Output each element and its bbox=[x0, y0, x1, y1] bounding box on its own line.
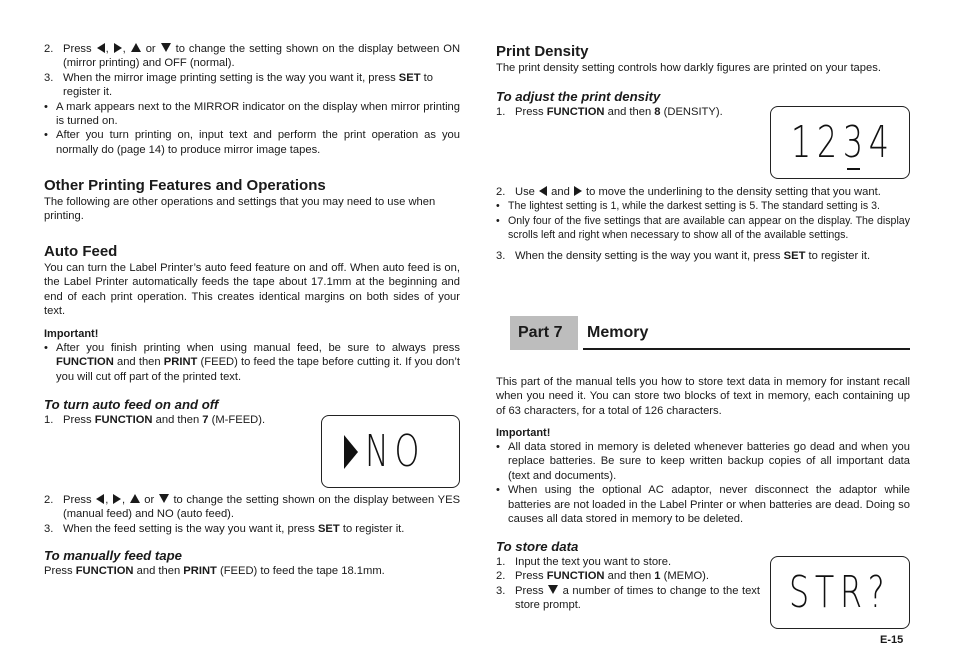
lcd-text: NO bbox=[365, 426, 426, 477]
other-features-section bbox=[44, 177, 460, 224]
bullet-icon: • bbox=[496, 441, 500, 453]
lcd-display-no bbox=[321, 415, 460, 488]
paragraph: This part of the manual tells you how to store text data in memory for instant recall when you need it. You can store two blocks of text in memory, each containing up of 63 characters, for a total of 126 characters. bbox=[496, 376, 910, 417]
list-item: 3. When the mirror image printing setting is the way you want it, press SET to register it. bbox=[44, 71, 433, 99]
up-arrow-icon bbox=[130, 494, 140, 503]
lcd-display-density bbox=[770, 106, 910, 179]
important-label: Important! bbox=[44, 328, 99, 340]
page-number: E-15 bbox=[880, 634, 904, 646]
bullet-icon: • bbox=[496, 214, 500, 227]
memory-heading: Memory bbox=[587, 324, 649, 341]
bullet-item: • Only four of the five settings that are available can appear on the display. The display scrolls left and right when necessary to show all of the available settings. bbox=[496, 214, 910, 242]
print-density-section bbox=[496, 43, 910, 75]
list-item: 3. When the feed setting is the way you want it, press SET to register it. bbox=[44, 522, 405, 535]
left-arrow-icon bbox=[539, 186, 547, 196]
adjust-steps bbox=[496, 185, 910, 263]
bullet-icon: • bbox=[496, 484, 500, 497]
list-item: 1. Press FUNCTION and then 7 (M-FEED). bbox=[44, 414, 266, 426]
list-item: 2. Use and to move the underlining to the density setting that you want. bbox=[496, 186, 881, 198]
right-arrow-icon bbox=[113, 494, 121, 504]
down-arrow-icon bbox=[548, 585, 558, 594]
cursor-triangle-icon bbox=[342, 435, 362, 469]
memory-intro bbox=[496, 375, 910, 418]
heading-rule bbox=[583, 348, 910, 350]
subsection-heading: To adjust the print density bbox=[496, 89, 661, 104]
part-heading bbox=[510, 316, 910, 350]
list-item: 1. Input the text you want to store. bbox=[496, 556, 672, 568]
list-item: 2. Press , , or to change the setting shown on the display between YES (manual feed) and NO (auto feed). bbox=[44, 494, 461, 521]
paragraph: The following are other operations and settings that you may need to use when printing. bbox=[44, 196, 436, 223]
lcd-text: STR? bbox=[789, 567, 891, 618]
bullet-icon: • bbox=[44, 100, 48, 113]
lcd-display-store bbox=[770, 556, 910, 629]
paragraph: You can turn the Label Printer’s auto feed feature on and off. When auto feed is on, the Label Printer automatically feeds the tape about 17.1mm at the beginning and end of each print operation. This creates identical margins on both sides of your text. bbox=[44, 262, 460, 318]
right-arrow-icon bbox=[574, 186, 582, 196]
feed-steps bbox=[44, 493, 460, 536]
section-heading: Auto Feed bbox=[44, 243, 118, 260]
bullet-item: • All data stored in memory is deleted whenever batteries go dead and when you replace batteries. Be sure to keep written backup copies of all important data (text and documents). bbox=[496, 441, 910, 482]
subsection-heading: To store data bbox=[496, 539, 579, 554]
up-arrow-icon bbox=[131, 43, 141, 52]
mirror-steps bbox=[44, 42, 460, 157]
section-heading: Print Density bbox=[496, 43, 589, 60]
important-label: Important! bbox=[496, 427, 551, 439]
store-data-section bbox=[496, 539, 760, 613]
bullet-icon: • bbox=[44, 129, 48, 142]
bullet-item: • After you finish printing when using manual feed, be sure to always press FUNCTION and then PRINT (FEED) to feed the tape before cutting it. If you don’t you will cut off part of the printed text. bbox=[44, 342, 460, 383]
list-item: 1. Press FUNCTION and then 8 (DENSITY). bbox=[496, 106, 723, 118]
subsection-heading: To turn auto feed on and off bbox=[44, 397, 219, 412]
bullet-item: • The lightest setting is 1, while the darkest setting is 5. The standard setting is 3. bbox=[496, 200, 880, 213]
left-arrow-icon bbox=[96, 494, 104, 504]
part-label: Part 7 bbox=[518, 324, 563, 341]
list-item: 3. Press a number of times to change to the text store prompt. bbox=[496, 584, 761, 612]
list-item: 2. Press , , or to change the setting shown on the display between ON (mirror printing) and OFF (normal). bbox=[44, 43, 461, 70]
right-arrow-icon bbox=[114, 43, 122, 53]
paragraph: Press FUNCTION and then PRINT (FEED) to feed the tape 18.1mm. bbox=[44, 565, 385, 577]
bullet-item: • A mark appears next to the MIRROR indicator on the display when mirror printing is turned on. bbox=[44, 100, 460, 128]
auto-feed-section bbox=[44, 243, 460, 319]
list-item: 3. When the density setting is the way you want it, press SET to register it. bbox=[496, 249, 871, 262]
bullet-icon: • bbox=[44, 342, 48, 354]
list-item: 2. Press FUNCTION and then 1 (MEMO). bbox=[496, 570, 710, 583]
density-underline-cursor bbox=[847, 168, 860, 170]
down-arrow-icon bbox=[161, 43, 171, 52]
paragraph: The print density setting controls how darkly figures are printed on your tapes. bbox=[496, 62, 881, 74]
left-arrow-icon bbox=[97, 43, 105, 53]
bullet-item: • After you turn printing on, input text and perform the print operation as you normally do (page 14) to produce mirror image tapes. bbox=[44, 129, 460, 156]
bullet-icon: • bbox=[496, 200, 500, 213]
manual-feed-section bbox=[44, 548, 460, 578]
subsection-heading: To manually feed tape bbox=[44, 548, 183, 563]
bullet-item: • When using the optional AC adaptor, never disconnect the adaptor while batteries are not loaded in the Label Printer or when batteries are dead. Doing so causes all data stored in memory to be deleted. bbox=[496, 484, 910, 526]
lcd-text: 1234 bbox=[791, 117, 895, 168]
section-heading: Other Printing Features and Operations bbox=[44, 177, 326, 194]
down-arrow-icon bbox=[159, 494, 169, 503]
memory-important-note bbox=[496, 426, 910, 526]
adjust-density-section bbox=[496, 89, 756, 119]
important-note bbox=[44, 327, 460, 384]
